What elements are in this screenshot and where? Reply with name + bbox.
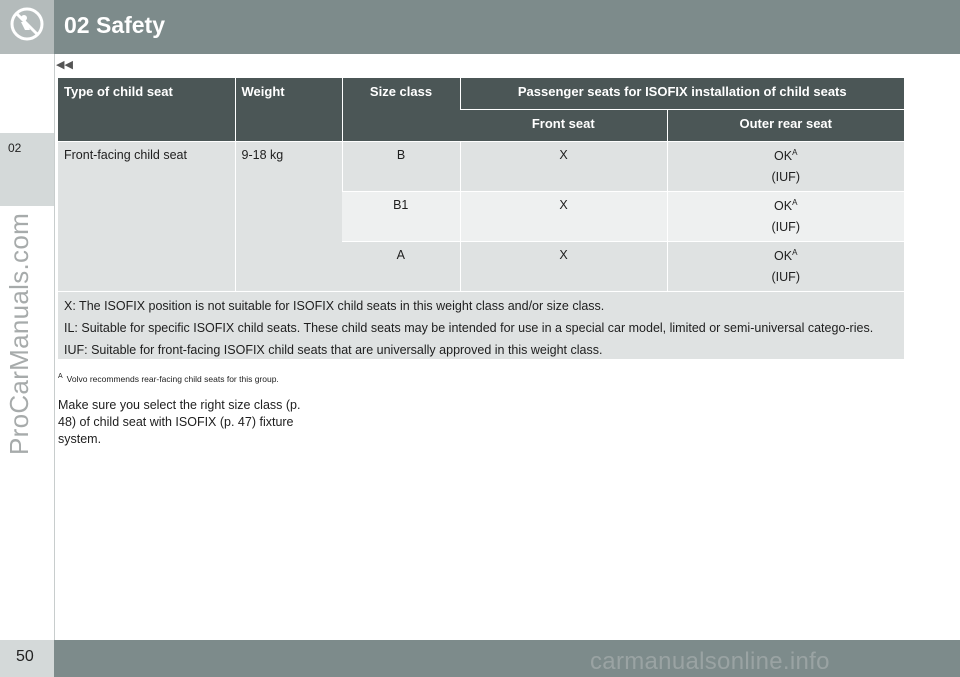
size-class-cell: B1	[342, 192, 460, 242]
margin-divider	[54, 54, 55, 640]
weight-cell: 9-18 kg	[235, 142, 342, 292]
side-tab-label: 02	[8, 141, 22, 155]
footnote-marker: A	[58, 373, 63, 380]
header-outer-rear-seat: Outer rear seat	[667, 110, 904, 142]
notes-row	[58, 292, 904, 360]
rear-seat-cell	[667, 242, 904, 292]
rear-note: (IUF)	[771, 220, 800, 235]
legend-notes	[58, 292, 904, 360]
header-front-seat: Front seat	[460, 110, 667, 142]
legend-note-x: X: The ISOFIX position is not suitable for ISOFIX child seats in this weight class and/or size class.	[64, 299, 605, 313]
footnote-ref: A	[792, 198, 798, 207]
front-seat-cell: X	[460, 242, 667, 292]
header-weight: Weight	[235, 78, 342, 142]
header-type: Type of child seat	[58, 78, 235, 142]
footnote-ref: A	[792, 148, 798, 157]
rear-note: (IUF)	[771, 270, 800, 285]
footer-watermark: carmanualsonline.info	[590, 648, 830, 675]
isofix-table	[58, 78, 904, 360]
previous-page-icon[interactable]: ◀◀	[56, 59, 73, 71]
front-seat-cell: X	[460, 142, 667, 192]
rear-ok-value: OK	[774, 249, 793, 264]
page-number: 50	[16, 648, 34, 665]
body-paragraph: Make sure you select the right size class (p. 48) of child seat with ISOFIX (p. 47) fixture system.	[58, 398, 301, 446]
legend-note-iuf: IUF: Suitable for front-facing ISOFIX child seats that are universally approved in this weight class.	[64, 343, 603, 357]
footnote-text: Volvo recommends rear-facing child seats for this group.	[66, 373, 279, 384]
header-size-class: Size class	[342, 78, 460, 142]
rear-seat-cell	[667, 192, 904, 242]
legend-note-il: IL: Suitable for specific ISOFIX child seats. These child seats may be intended for use in a special car model, limited or semi-universal catego-ries.	[64, 321, 874, 335]
header-passenger-seats: Passenger seats for ISOFIX installation of child seats	[460, 78, 904, 110]
size-class-cell: A	[342, 242, 460, 292]
rear-note: (IUF)	[771, 170, 800, 185]
chapter-title: 02 Safety	[64, 12, 166, 38]
table-footnote	[58, 373, 279, 384]
table-row	[58, 142, 904, 192]
rear-ok-value: OK	[774, 199, 793, 214]
rear-seat-cell	[667, 142, 904, 192]
rear-ok-value: OK	[774, 149, 793, 164]
front-seat-cell: X	[460, 192, 667, 242]
seat-type-cell: Front-facing child seat	[58, 142, 235, 292]
vertical-watermark: ProCarManuals.com	[4, 212, 34, 455]
footnote-ref: A	[792, 248, 798, 257]
size-class-cell: B	[342, 142, 460, 192]
